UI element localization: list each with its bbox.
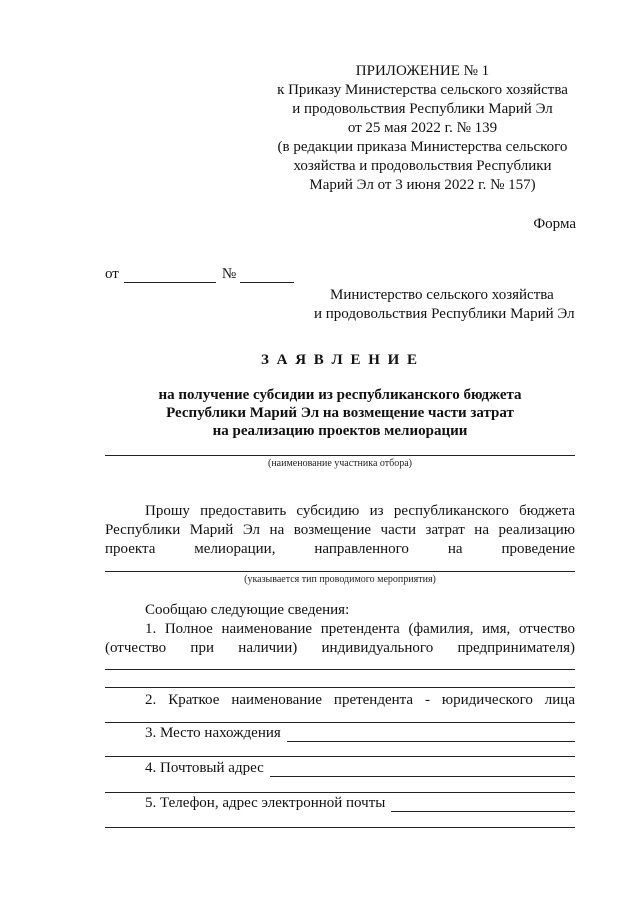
from-label: от — [105, 266, 119, 282]
info-intro: Сообщаю следующие сведения: — [145, 602, 350, 618]
date-blank[interactable] — [124, 270, 216, 283]
item-5-answer-line[interactable] — [391, 797, 575, 812]
form-label: Форма — [533, 216, 576, 232]
item-2-answer-line[interactable] — [105, 722, 575, 723]
item-1-answer-line[interactable] — [105, 669, 575, 670]
participant-caption: (наименование участника отбора) — [268, 458, 412, 469]
number-label: № — [221, 266, 237, 282]
statement-subtitle — [0, 386, 640, 440]
activity-type-line[interactable] — [105, 571, 575, 572]
addressee — [300, 286, 580, 324]
item-4-answer-line-2[interactable] — [105, 792, 575, 793]
statement-title: З А Я В Л Е Н И Е — [260, 352, 420, 368]
appendix-line: Марий Эл от 3 июня 2022 г. № 157) — [309, 177, 536, 193]
request-line-1: Прошу предоставить субсидию из республиканского бюджета — [145, 503, 575, 519]
request-line-2: Республики Марий Эл на возмещение части затрат на реализацию — [105, 522, 575, 538]
item-1-line-2: (отчество при наличии) индивидуального предпринимателя) — [105, 640, 575, 656]
subtitle-line: Республики Марий Эл на возмещение части затрат — [166, 405, 514, 421]
appendix-line: (в редакции приказа Министерства сельского — [277, 139, 568, 155]
participant-name-line[interactable] — [105, 455, 575, 456]
item-5-answer-line-2[interactable] — [105, 827, 575, 828]
subtitle-line: на получение субсидии из республиканского бюджета — [158, 387, 522, 403]
item-3-answer-line-2[interactable] — [105, 756, 575, 757]
appendix-line: хозяйства и продовольствия Республики — [293, 158, 552, 174]
subtitle-line: на реализацию проектов мелиорации — [212, 423, 468, 439]
item-1-answer-line[interactable] — [105, 687, 575, 688]
addressee-line: и продовольствия Республики Марий Эл — [314, 306, 575, 322]
item-1-line-1: 1. Полное наименование претендента (фамилия, имя, отчество — [145, 621, 575, 637]
request-line-3: проекта мелиорации, направленного на проведение — [105, 541, 575, 557]
item-3-row — [145, 725, 575, 742]
number-blank[interactable] — [240, 270, 294, 283]
activity-caption: (указывается тип проводимого мероприятия) — [244, 574, 436, 585]
appendix-line: к Приказу Министерства сельского хозяйства — [277, 82, 568, 98]
item-4-row — [145, 760, 575, 777]
appendix-line: от 25 мая 2022 г. № 139 — [347, 120, 498, 136]
item-5-row — [145, 795, 575, 812]
appendix-line: и продовольствия Республики Марий Эл — [292, 101, 553, 117]
item-4-answer-line[interactable] — [270, 762, 575, 777]
reference-line — [105, 266, 294, 283]
item-4-label: 4. Почтовый адрес — [145, 760, 264, 776]
item-3-answer-line[interactable] — [287, 727, 575, 742]
addressee-line: Министерство сельского хозяйства — [330, 287, 554, 303]
item-5-label: 5. Телефон, адрес электронной почты — [145, 795, 386, 811]
appendix-title: ПРИЛОЖЕНИЕ № 1 — [355, 63, 490, 79]
item-2-label: 2. Краткое наименование претендента - юридического лица — [145, 692, 575, 708]
appendix-header — [270, 62, 575, 195]
item-3-label: 3. Место нахождения — [145, 725, 281, 741]
